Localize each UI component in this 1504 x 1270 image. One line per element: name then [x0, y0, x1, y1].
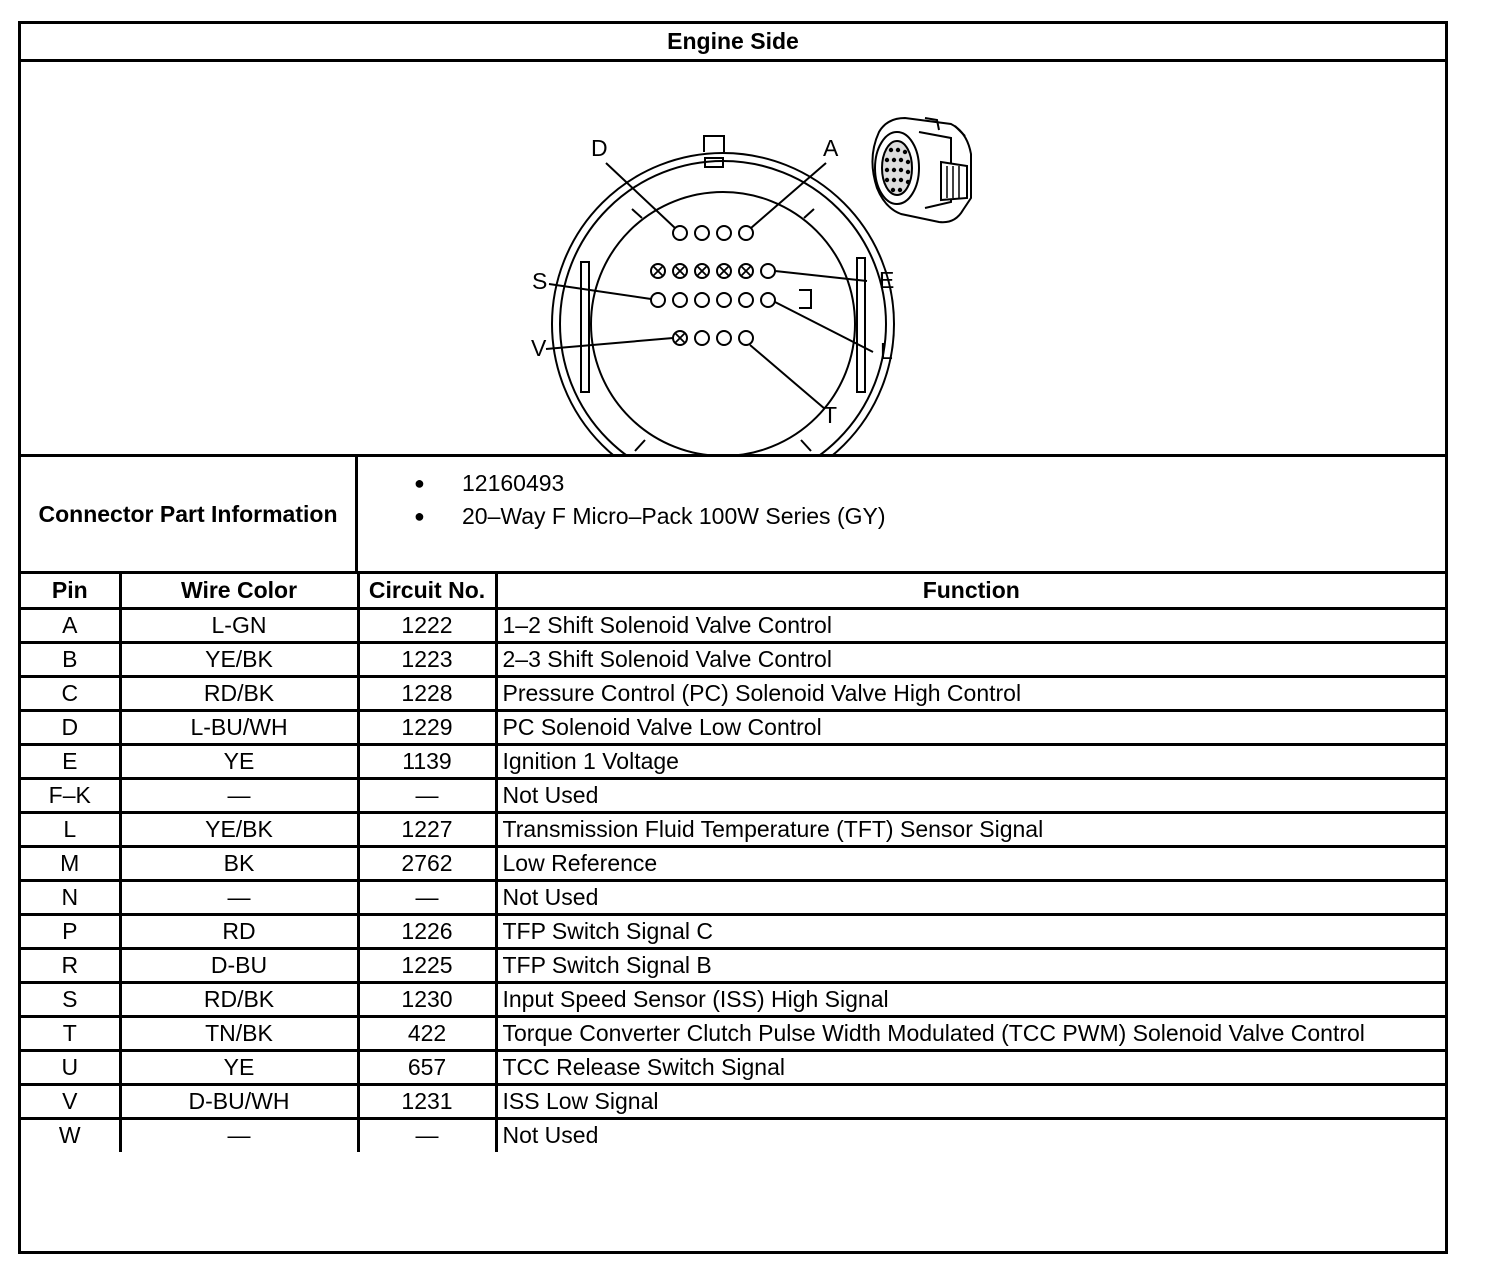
function-cell: TCC Release Switch Signal: [496, 1050, 1445, 1084]
connector-face-drawing: [21, 62, 1445, 457]
circuit-cell: 657: [358, 1050, 496, 1084]
latch-tab: [704, 136, 724, 152]
pin-cell: L: [21, 812, 120, 846]
circuit-cell: 1223: [358, 642, 496, 676]
outer-ring-inner: [560, 161, 886, 457]
part-info-item: [358, 467, 1445, 500]
function-cell: Low Reference: [496, 846, 1445, 880]
function-cell: Not Used: [496, 778, 1445, 812]
bullet-icon: ●: [414, 506, 425, 526]
left-rib: [581, 262, 589, 392]
wire-color-cell: —: [120, 778, 358, 812]
ring-notches: [632, 209, 814, 451]
col-header-pin: Pin: [21, 574, 120, 608]
wire-color-cell: —: [120, 1118, 358, 1152]
wire-color-cell: YE: [120, 1050, 358, 1084]
table-row: [21, 982, 1445, 1016]
circuit-cell: 1225: [358, 948, 496, 982]
function-cell: Transmission Fluid Temperature (TFT) Sensor Signal: [496, 812, 1445, 846]
wire-color-cell: RD: [120, 914, 358, 948]
pin-label-v: V: [531, 335, 547, 361]
function-cell: Input Speed Sensor (ISS) High Signal: [496, 982, 1445, 1016]
table-row: [21, 608, 1445, 642]
pin-cell: A: [21, 608, 120, 642]
wire-color-cell: —: [120, 880, 358, 914]
function-cell: Not Used: [496, 1118, 1445, 1152]
wire-color-cell: YE/BK: [120, 642, 358, 676]
function-cell: TFP Switch Signal B: [496, 948, 1445, 982]
bullet-icon: ●: [414, 473, 425, 493]
circuit-cell: 1228: [358, 676, 496, 710]
connector-diagram: [21, 62, 1445, 457]
circuit-cell: 1222: [358, 608, 496, 642]
pin-cell: T: [21, 1016, 120, 1050]
pin-cell: N: [21, 880, 120, 914]
circuit-cell: 1227: [358, 812, 496, 846]
leader-lines: [546, 163, 873, 409]
circuit-cell: 422: [358, 1016, 496, 1050]
pin-cell: M: [21, 846, 120, 880]
pinout-table: [21, 574, 1445, 1152]
pin-cell: B: [21, 642, 120, 676]
pin-label-s: S: [532, 268, 548, 294]
pin-cell: P: [21, 914, 120, 948]
connector-part-info: [21, 457, 1445, 574]
connector-sheet: [18, 21, 1448, 1254]
table-row: [21, 1084, 1445, 1118]
circuit-cell: 1231: [358, 1084, 496, 1118]
connector-3d-icon: [872, 118, 971, 222]
pin-cell: F–K: [21, 778, 120, 812]
wire-color-cell: BK: [120, 846, 358, 880]
function-cell: 1–2 Shift Solenoid Valve Control: [496, 608, 1445, 642]
table-row: [21, 642, 1445, 676]
pin-cell: V: [21, 1084, 120, 1118]
pin-cell: U: [21, 1050, 120, 1084]
table-row: [21, 778, 1445, 812]
function-cell: Pressure Control (PC) Solenoid Valve High Control: [496, 676, 1445, 710]
table-row: [21, 676, 1445, 710]
wire-color-cell: D-BU: [120, 948, 358, 982]
table-row: [21, 1050, 1445, 1084]
function-cell: 2–3 Shift Solenoid Valve Control: [496, 642, 1445, 676]
table-row: [21, 846, 1445, 880]
function-cell: Torque Converter Clutch Pulse Width Modulated (TCC PWM) Solenoid Valve Control: [496, 1016, 1445, 1050]
wire-color-cell: YE/BK: [120, 812, 358, 846]
right-rib: [857, 258, 865, 392]
table-row: [21, 880, 1445, 914]
function-cell: ISS Low Signal: [496, 1084, 1445, 1118]
part-number: 12160493: [462, 470, 565, 496]
pin-label-e: E: [879, 267, 895, 293]
part-info-item: [358, 500, 1445, 533]
page-title: Engine Side: [21, 24, 1445, 62]
wire-color-cell: D-BU/WH: [120, 1084, 358, 1118]
circuit-cell: 1229: [358, 710, 496, 744]
col-header-wire-color: Wire Color: [120, 574, 358, 608]
pin-cell: W: [21, 1118, 120, 1152]
function-cell: TFP Switch Signal C: [496, 914, 1445, 948]
wire-color-cell: RD/BK: [120, 982, 358, 1016]
wire-color-cell: YE: [120, 744, 358, 778]
pin-cell: C: [21, 676, 120, 710]
insert-key: [799, 290, 811, 308]
wire-color-cell: TN/BK: [120, 1016, 358, 1050]
table-row: [21, 914, 1445, 948]
part-info-list: [358, 457, 1445, 571]
col-header-function: Function: [496, 574, 1445, 608]
function-cell: Not Used: [496, 880, 1445, 914]
table-row: [21, 1118, 1445, 1152]
wire-color-cell: RD/BK: [120, 676, 358, 710]
table-row: [21, 948, 1445, 982]
pin-label-a: A: [823, 135, 839, 161]
circuit-cell: —: [358, 880, 496, 914]
pin-cell: S: [21, 982, 120, 1016]
pin-label-t: T: [823, 402, 838, 428]
pin-label-d: D: [591, 135, 608, 161]
function-cell: Ignition 1 Voltage: [496, 744, 1445, 778]
circuit-cell: 1139: [358, 744, 496, 778]
circuit-cell: 1230: [358, 982, 496, 1016]
circuit-cell: —: [358, 778, 496, 812]
wire-color-cell: L-BU/WH: [120, 710, 358, 744]
table-row: [21, 1016, 1445, 1050]
col-header-circuit: Circuit No.: [358, 574, 496, 608]
table-row: [21, 812, 1445, 846]
pin-cell: E: [21, 744, 120, 778]
function-cell: PC Solenoid Valve Low Control: [496, 710, 1445, 744]
connector-description: 20–Way F Micro–Pack 100W Series (GY): [462, 503, 886, 529]
pin-cell: R: [21, 948, 120, 982]
pin-cell: D: [21, 710, 120, 744]
table-row: [21, 710, 1445, 744]
table-header-row: [21, 574, 1445, 608]
pin-label-l: L: [880, 338, 893, 364]
pin-cavities: [651, 226, 775, 345]
circuit-cell: 2762: [358, 846, 496, 880]
part-info-label: Connector Part Information: [21, 457, 358, 571]
circuit-cell: 1226: [358, 914, 496, 948]
wire-color-cell: L-GN: [120, 608, 358, 642]
table-row: [21, 744, 1445, 778]
circuit-cell: —: [358, 1118, 496, 1152]
